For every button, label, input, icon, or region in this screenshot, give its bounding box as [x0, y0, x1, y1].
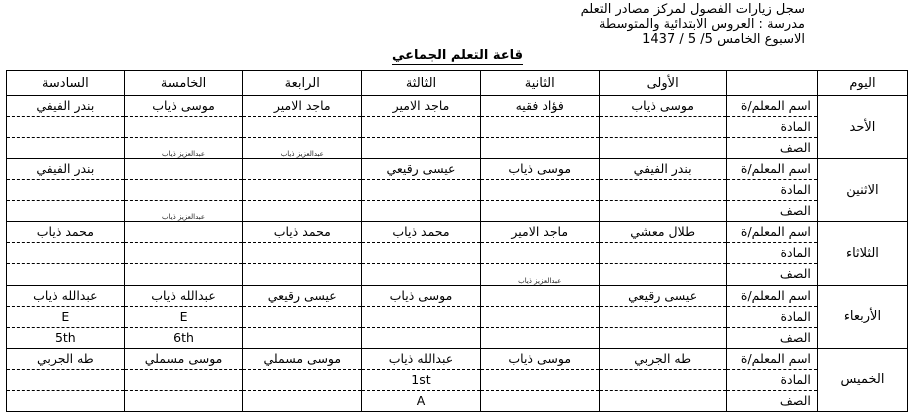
cell-class [243, 201, 361, 221]
cell-teacher: عبدالله ذياب [362, 349, 480, 370]
cell-class [243, 391, 361, 411]
cell-teacher: موسى ذياب [481, 159, 599, 180]
row-labels [726, 348, 817, 411]
header-school: مدرسة : العروس الابتدائية والمتوسطة [598, 17, 805, 32]
cell-class [600, 328, 726, 348]
period-cell [599, 159, 726, 222]
col-day: اليوم [817, 71, 907, 96]
cell-class [600, 138, 726, 158]
day-name: الخميس [817, 348, 907, 411]
day-name: الثلاثاء [817, 222, 907, 285]
cell-subject [243, 243, 361, 264]
cell-note: عبدالعزيز ذياب [518, 276, 562, 285]
label-subject: المادة [727, 370, 817, 391]
day-name: الاثنين [817, 159, 907, 222]
row-labels [726, 96, 817, 159]
period-cell [599, 222, 726, 285]
cell-class: A [416, 392, 426, 408]
cell-teacher: بندر الفيفي [7, 96, 124, 117]
label-teacher: اسم المعلم/ة [727, 159, 817, 180]
col-period-4: الرابعة [243, 71, 362, 96]
cell-class [481, 201, 599, 221]
cell-class [362, 138, 480, 158]
cell-teacher: محمد ذياب [362, 222, 480, 243]
cell-subject [600, 117, 726, 138]
period-cell [243, 348, 362, 411]
cell-subject [362, 307, 480, 328]
day-row [7, 285, 908, 348]
period-cell [362, 159, 481, 222]
cell-subject [362, 243, 480, 264]
cell-class [7, 391, 124, 411]
cell-teacher: عبدالله ذياب [7, 286, 124, 307]
cell-class [362, 328, 480, 348]
col-period-1: الأولى [599, 71, 726, 96]
cell-class [362, 201, 480, 221]
cell-class [481, 138, 599, 158]
day-name: الأحد [817, 96, 907, 159]
cell-subject: 1st [362, 370, 480, 391]
cell-subject [481, 117, 599, 138]
cell-class [243, 328, 361, 348]
period-cell [362, 96, 481, 159]
cell-class [7, 138, 124, 158]
period-cell [480, 96, 599, 159]
cell-teacher: بندر الفيفي [600, 159, 726, 180]
cell-teacher: ماجد الامير [362, 96, 480, 117]
cell-subject [7, 243, 124, 264]
cell-note: عبدالعزيز ذياب [280, 150, 324, 159]
document-header [581, 2, 805, 47]
cell-subject [362, 180, 480, 201]
period-cell [362, 348, 481, 411]
cell-subject [481, 180, 599, 201]
cell-class [600, 201, 726, 221]
hall-title: قاعة التعلم الجماعي [391, 48, 524, 63]
schedule-body [7, 96, 908, 412]
cell-teacher: ماجد الامير [243, 96, 361, 117]
label-subject: المادة [727, 307, 817, 328]
period-cell [599, 285, 726, 348]
cell-class [481, 328, 599, 348]
cell-class: 6th [173, 329, 194, 345]
header-title: سجل زيارات الفصول لمركز مصادر التعلم [580, 2, 805, 17]
cell-subject [125, 370, 243, 391]
cell-teacher: موسى ذياب [362, 286, 480, 307]
row-labels [726, 285, 817, 348]
period-cell [243, 150, 362, 222]
cell-subject [600, 307, 726, 328]
period-cell [362, 285, 481, 348]
period-cell [7, 348, 125, 411]
table-header-row [7, 71, 908, 96]
day-row [7, 222, 908, 285]
period-cell [243, 285, 362, 348]
label-class: الصف [779, 203, 811, 219]
cell-subject [125, 243, 243, 264]
cell-teacher: محمد ذياب [243, 222, 361, 243]
day-name: الأربعاء [817, 285, 907, 348]
label-subject: المادة [727, 243, 817, 264]
label-class: الصف [779, 140, 811, 155]
schedule-table [6, 70, 908, 412]
period-cell [480, 348, 599, 411]
cell-teacher [243, 159, 361, 180]
cell-subject [481, 370, 599, 391]
period-cell [124, 348, 243, 411]
period-cell [599, 348, 726, 411]
row-labels [726, 222, 817, 285]
label-subject: المادة [727, 117, 817, 138]
cell-class [600, 391, 726, 411]
label-subject: المادة [727, 180, 817, 201]
label-teacher: اسم المعلم/ة [727, 96, 817, 117]
cell-subject [600, 180, 726, 201]
cell-teacher: بندر الفيفي [7, 159, 124, 180]
cell-subject [243, 370, 361, 391]
cell-subject [7, 370, 124, 391]
label-teacher: اسم المعلم/ة [727, 222, 817, 243]
cell-subject [600, 243, 726, 264]
cell-teacher: طه الجربي [600, 349, 726, 370]
label-class: الصف [779, 266, 811, 282]
period-cell [124, 213, 243, 285]
cell-class [7, 201, 124, 221]
cell-subject [243, 180, 361, 201]
period-cell [362, 222, 481, 285]
col-period-5: الخامسة [124, 71, 243, 96]
row-labels [726, 159, 817, 222]
period-cell [243, 222, 362, 285]
cell-class: 5th [54, 329, 76, 345]
cell-teacher: عيسى رقيعي [600, 286, 726, 307]
period-cell [7, 222, 125, 285]
label-teacher: اسم المعلم/ة [727, 349, 817, 370]
cell-teacher: عيسى رقيعي [243, 286, 361, 307]
cell-class [243, 264, 361, 284]
period-cell [7, 285, 125, 348]
cell-subject: E [125, 307, 243, 328]
cell-subject [125, 117, 243, 138]
cell-teacher: موسى ذياب [125, 96, 243, 117]
cell-class [481, 391, 599, 411]
cell-subject: E [7, 307, 124, 328]
cell-class [600, 264, 726, 284]
cell-subject [362, 117, 480, 138]
cell-note: عبدالعزيز ذياب [161, 150, 206, 159]
label-class: الصف [779, 329, 811, 345]
period-cell [7, 96, 125, 159]
cell-subject [243, 117, 361, 138]
cell-class [362, 264, 480, 284]
cell-teacher: فؤاد فقيه [481, 96, 599, 117]
col-period-3: الثالثة [362, 71, 481, 96]
cell-subject [7, 117, 124, 138]
period-cell [480, 159, 599, 222]
header-week: الاسبوع الخامس 5/ 5 / 1437 [642, 32, 805, 47]
period-cell [480, 276, 599, 348]
period-cell [124, 285, 243, 348]
cell-teacher: عبدالله ذياب [125, 286, 243, 307]
col-labels [726, 71, 817, 96]
cell-subject [481, 243, 599, 264]
cell-teacher: محمد ذياب [7, 222, 124, 243]
cell-teacher [125, 159, 243, 180]
col-period-2: الثانية [480, 71, 599, 96]
period-cell [7, 159, 125, 222]
cell-teacher: ماجد الامير [481, 222, 599, 243]
cell-teacher: عيسى رقيعي [362, 159, 480, 180]
cell-subject [243, 307, 361, 328]
cell-teacher [481, 286, 599, 307]
cell-subject [481, 307, 599, 328]
cell-class [7, 264, 124, 284]
cell-teacher [125, 222, 243, 243]
cell-teacher: طه الجربي [7, 349, 124, 370]
cell-teacher: موسى ذياب [481, 349, 599, 370]
cell-class [125, 264, 243, 284]
cell-class [125, 391, 243, 411]
label-class: الصف [779, 392, 811, 408]
cell-subject [7, 180, 124, 201]
cell-teacher: موسى مسملي [125, 349, 243, 370]
cell-teacher: طلال معشي [600, 222, 726, 243]
cell-subject [125, 180, 243, 201]
cell-note: عبدالعزيز ذياب [161, 213, 206, 222]
cell-teacher: موسى ذياب [600, 96, 726, 117]
label-teacher: اسم المعلم/ة [727, 286, 817, 307]
cell-teacher: موسى مسملي [243, 349, 361, 370]
cell-subject [600, 370, 726, 391]
day-row [7, 348, 908, 411]
col-period-6: السادسة [7, 71, 125, 96]
period-cell [599, 96, 726, 159]
